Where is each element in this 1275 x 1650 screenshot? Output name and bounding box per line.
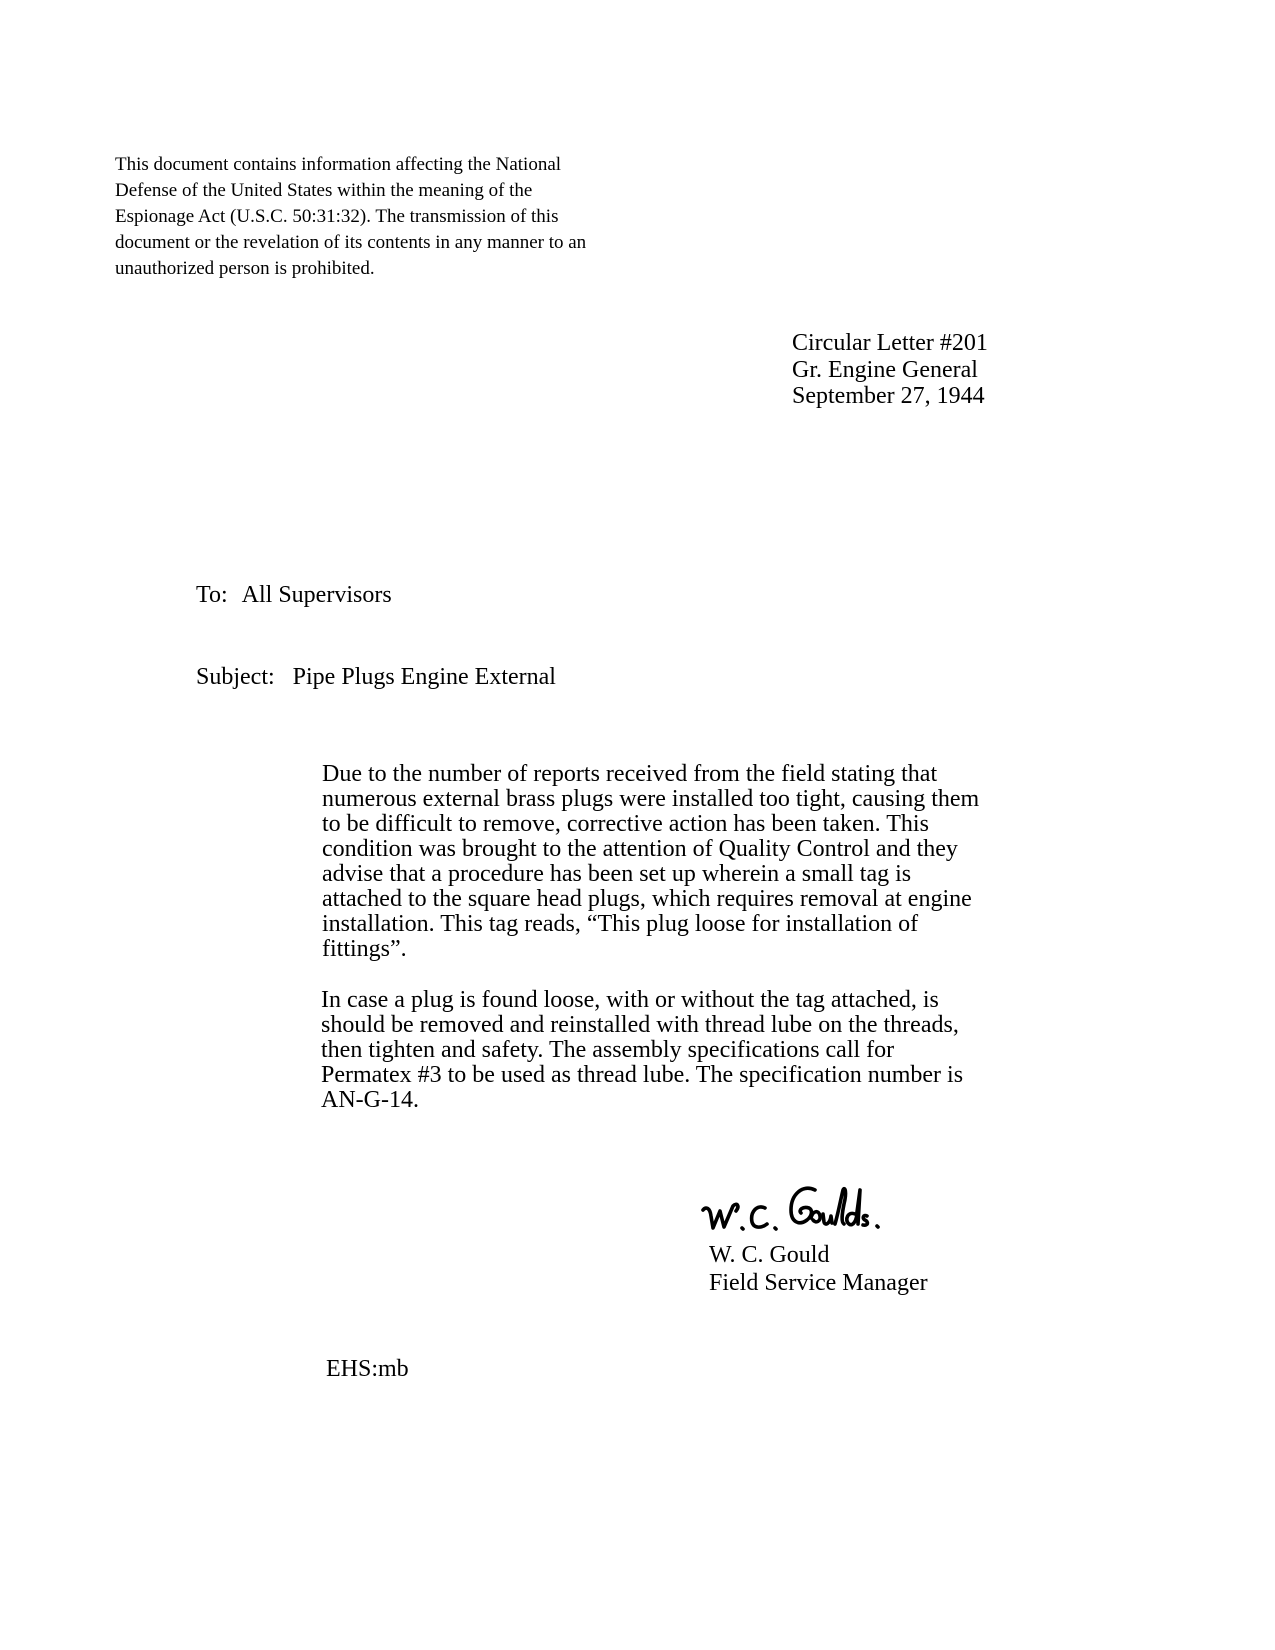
paragraph-line: should be removed and reinstalled with thread lube on the threads,	[321, 1012, 959, 1038]
paragraph-line: numerous external brass plugs were installed too tight, causing them	[322, 786, 980, 812]
paragraph-line: condition was brought to the attention of Quality Control and they	[322, 836, 958, 862]
classification-line: Defense of the United States within the meaning of the	[115, 180, 533, 201]
to-label: To:	[196, 582, 228, 608]
subject-text: Pipe Plugs Engine External	[292, 664, 556, 690]
paragraph-line: AN-G-14.	[321, 1087, 419, 1113]
paragraph-line: attached to the square head plugs, which requires removal at engine	[322, 886, 972, 912]
classification-line: Espionage Act (U.S.C. 50:31:32). The transmission of this	[115, 206, 559, 227]
letter-date: September 27, 1944	[792, 383, 985, 409]
reference-initials: EHS:mb	[326, 1356, 409, 1382]
signature-block	[709, 1241, 928, 1297]
body-paragraph	[321, 988, 963, 1113]
subject-line	[196, 663, 556, 691]
paragraph-line: then tighten and safety. The assembly specifications call for	[321, 1037, 895, 1063]
letter-group: Gr. Engine General	[792, 356, 978, 383]
classification-line: document or the revelation of its contents in any manner to an	[115, 232, 587, 253]
paragraph-line: advise that a procedure has been set up wherein a small tag is	[322, 861, 912, 887]
paragraph-line: to be difficult to remove, corrective action has been taken. This	[322, 811, 929, 837]
handwritten-signature	[697, 1180, 917, 1240]
to-recipient: All Supervisors	[241, 582, 392, 608]
to-line	[196, 581, 392, 609]
circular-letter-number: Circular Letter #201	[792, 330, 988, 356]
paragraph-line: installation. This tag reads, “This plug loose for installation of	[322, 911, 919, 937]
classification-notice	[115, 152, 675, 282]
paragraph-line: fittings”.	[322, 936, 407, 962]
subject-label: Subject:	[196, 664, 275, 690]
paragraph-line: In case a plug is found loose, with or without the tag attached, is	[321, 987, 939, 1013]
paragraph-line: Permatex #3 to be used as thread lube. The specification number is	[321, 1062, 964, 1088]
signer-title: Field Service Manager	[709, 1270, 928, 1296]
letter-info-block	[792, 330, 988, 410]
signer-name: W. C. Gould	[709, 1242, 830, 1268]
classification-line: This document contains information affecting the National	[115, 154, 562, 175]
paragraph-line: Due to the number of reports received from the field stating that	[322, 761, 938, 787]
body-paragraph	[322, 762, 979, 962]
classification-line: unauthorized person is prohibited.	[115, 258, 375, 279]
